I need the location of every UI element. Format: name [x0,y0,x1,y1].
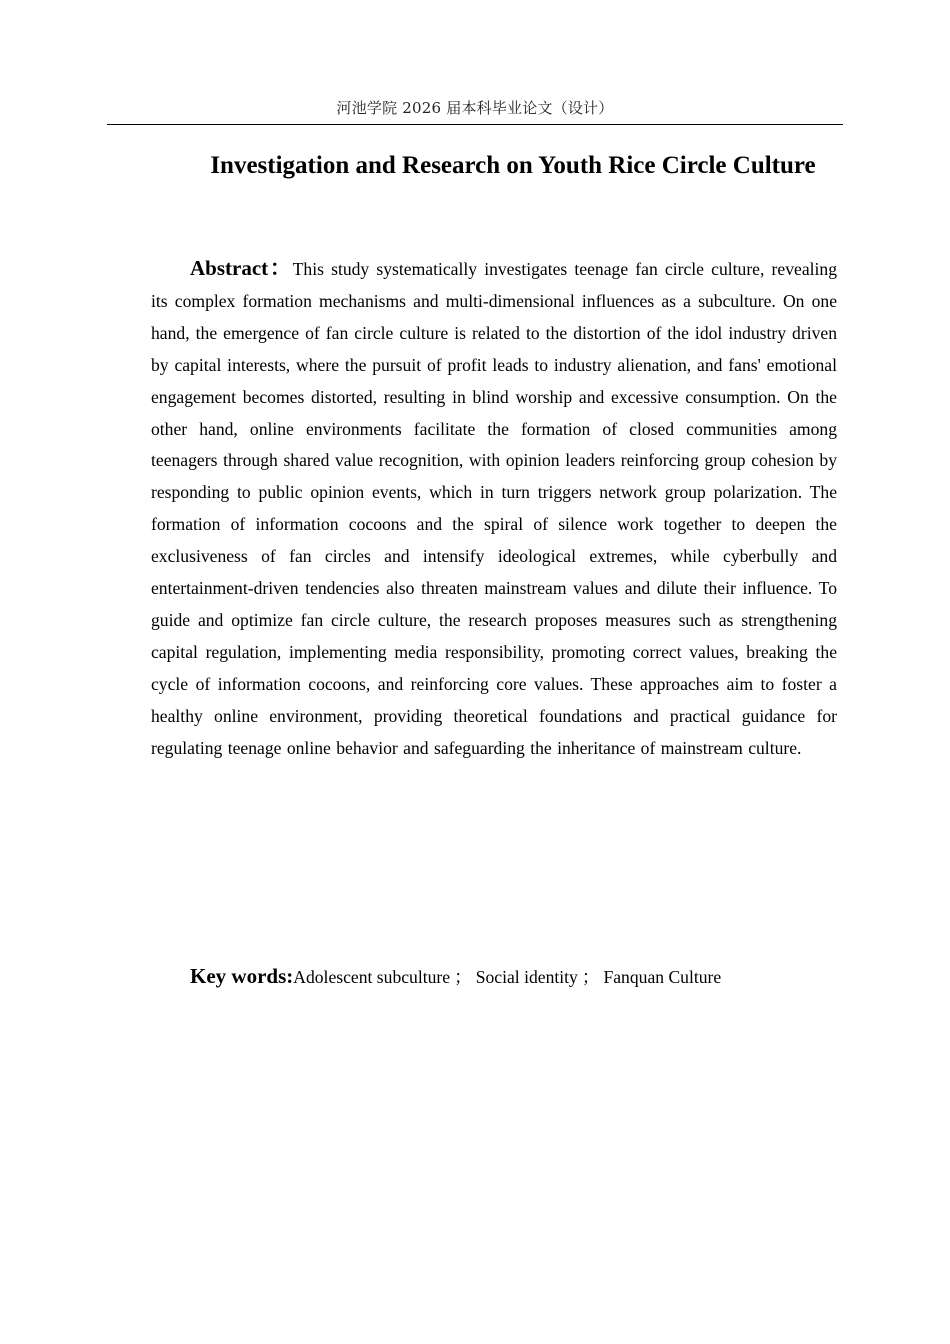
header-divider [107,124,843,125]
keywords-line [190,961,840,992]
keyword-item: Social identity [475,967,578,987]
abstract-text: This study systematically investigates teenage fan circle culture, revealing its complex formation mechanisms and multi-dimensional influences as a subculture. On one hand, the emergence of fan circle culture is related to the distortion of the idol industry driven by capital interests, where the pursuit of profit leads to industry alienation, and fans' emotional engagement becomes distorted, resulting in blind worship and excessive consumption. On the other hand, online environments facilitate the formation of closed communities among teenagers through shared value recognition, with opinion leaders reinforcing group cohesion by responding to public opinion events, which in turn triggers network group polarization. The formation of information cocoons and the spiral of silence work together to deepen the exclusiveness of fan circles and intensify ideological extremes, while cyberbully and entertainment-driven tendencies also threaten mainstream values and dilute their influence. To guide and optimize fan circle culture, the research proposes measures such as strengthening capital regulation, implementing media responsibility, promoting correct values, breaking the cycle of information cocoons, and reinforcing core values. These approaches aim to foster a healthy online environment, providing theoretical foundations and practical guidance for regulating teenage online behavior and safeguarding the inheritance of mainstream culture. [151,259,837,758]
running-header: 河池学院 2026 届本科毕业论文（设计） [336,99,614,117]
keyword-item: Adolescent subculture [293,967,451,987]
abstract-label: Abstract： [190,256,293,280]
abstract-paragraph [151,253,837,765]
keyword-separator: ； [581,967,600,987]
keyword-item: Fanquan Culture [603,967,722,987]
keyword-separator: ； [454,967,472,987]
paper-title: Investigation and Research on Youth Rice Circle Culture [210,152,816,179]
keywords-label: Key words: [190,964,294,988]
